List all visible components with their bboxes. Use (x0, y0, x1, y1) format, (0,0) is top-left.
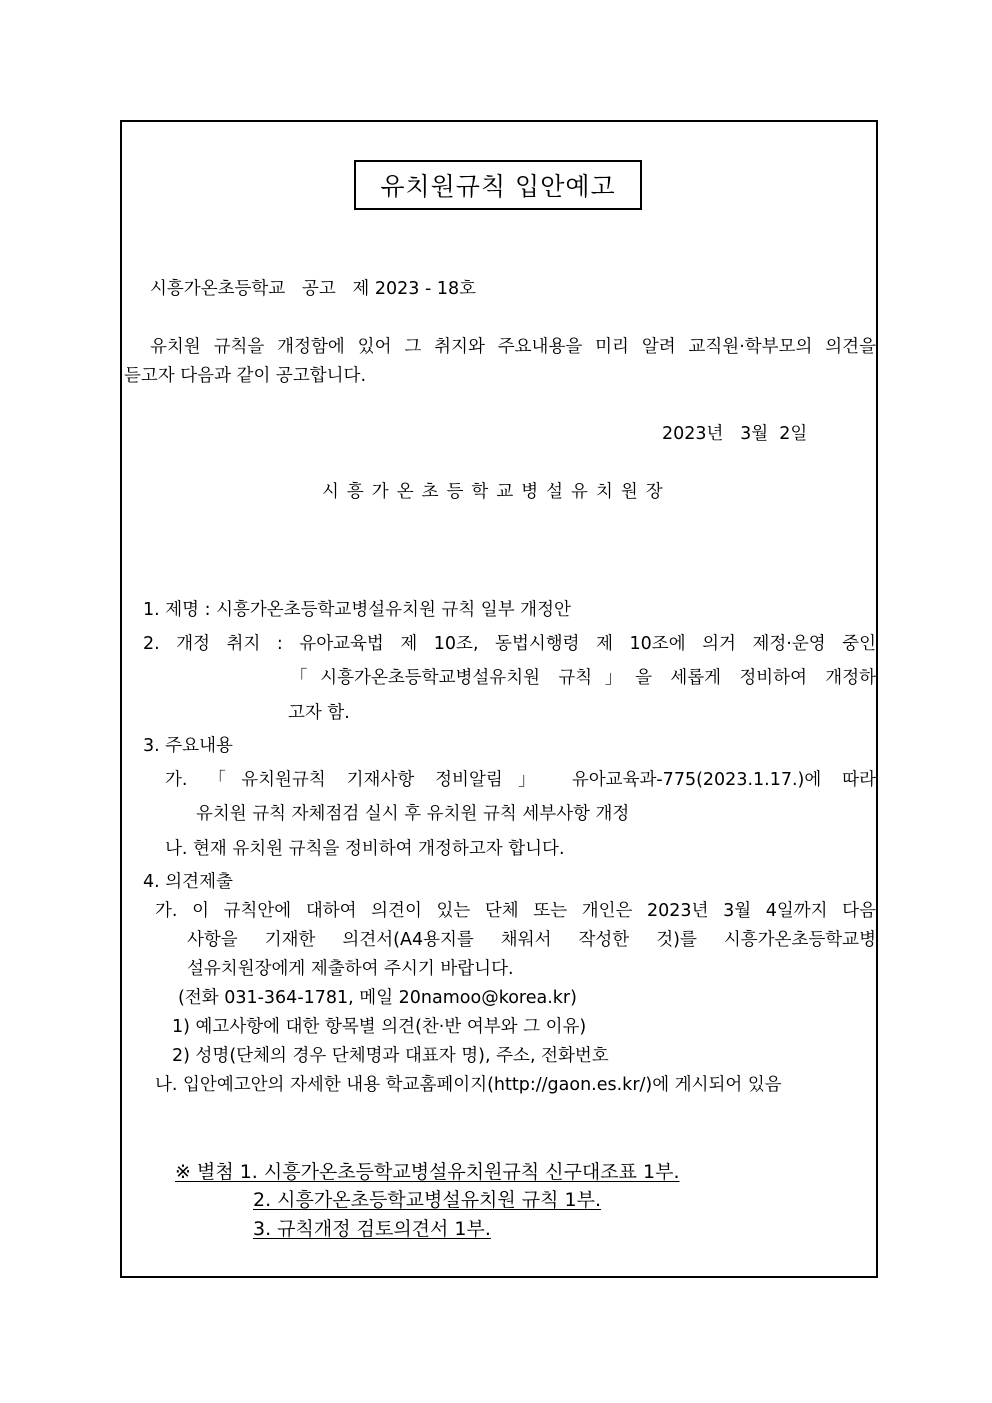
section-4-contact: (전화 031-364-1781, 메일 20namoo@korea.kr) (178, 988, 577, 1008)
section-2-line-2: 「시흥가온초등학교병설유치원 규칙」을 세롭게 정비하여 개정하 (290, 668, 876, 688)
section-3-item-b: 나. 현재 유치원 규칙을 정비하여 개정하고자 합니다. (165, 839, 565, 859)
attachment-2: 2. 시흥가온초등학교병설유치원 규칙 1부. (253, 1189, 602, 1211)
intro-line-2: 듣고자 다음과 같이 공고합니다. (124, 366, 367, 386)
issuer: 시흥가온초등학교병설유치원장 (322, 482, 671, 502)
section-1-title: 1. 제명 : 시흥가온초등학교병설유치원 규칙 일부 개정안 (143, 600, 571, 620)
section-2-line-3: 고자 함. (288, 703, 350, 723)
section-4-item-b: 나. 입안예고안의 자세한 내용 학교홈페이지(http://gaon.es.kr/)에 게시되어 있음 (155, 1075, 782, 1095)
attachment-1: ※ 별첨 1. 시흥가온초등학교병설유치원규칙 신구대조표 1부. (175, 1161, 680, 1183)
notice-date: 2023년 3월 2일 (662, 424, 808, 444)
section-4-sub-item-1: 1) 예고사항에 대한 항목별 의견(찬·반 여부와 그 이유) (172, 1017, 587, 1037)
intro-line-1: 유치원 규칙을 개정함에 있어 그 취지와 주요내용을 미리 알려 교직원·학부모의 의견을 (150, 337, 876, 357)
section-3-title: 3. 주요내용 (143, 736, 233, 756)
section-4-item-a-line-2: 사항을 기재한 의견서(A4용지를 채워서 작성한 것)를 시흥가온초등학교병 (187, 930, 876, 950)
section-2-line-1: 2. 개정 취지 : 유아교육법 제 10조, 동법시행령 제 10조에 의거 제정·운영 중인 (143, 634, 876, 654)
notice-number: 시흥가온초등학교 공고 제 2023 - 18호 (150, 279, 477, 299)
section-4-item-a-line-3: 설유치원장에게 제출하여 주시기 바랍니다. (187, 959, 514, 979)
document-title: 유치원규칙 입안예고 (354, 160, 642, 210)
section-4-item-a-line-1: 가. 이 규칙안에 대하여 의견이 있는 단체 또는 개인은 2023년 3월 4일까지 다음 (155, 901, 876, 921)
section-4-sub-item-2: 2) 성명(단체의 경우 단체명과 대표자 명), 주소, 전화번호 (172, 1046, 609, 1066)
section-3-item-a-line-1: 가. 「유치원규칙 기재사항 정비알림」 유아교육과-775(2023.1.17.)에 따라 (165, 770, 876, 790)
attachment-3: 3. 규칙개정 검토의견서 1부. (253, 1218, 491, 1240)
section-3-item-a-line-2: 유치원 규칙 자체점검 실시 후 유치원 규칙 세부사항 개정 (196, 804, 630, 824)
section-4-title: 4. 의견제출 (143, 872, 233, 892)
